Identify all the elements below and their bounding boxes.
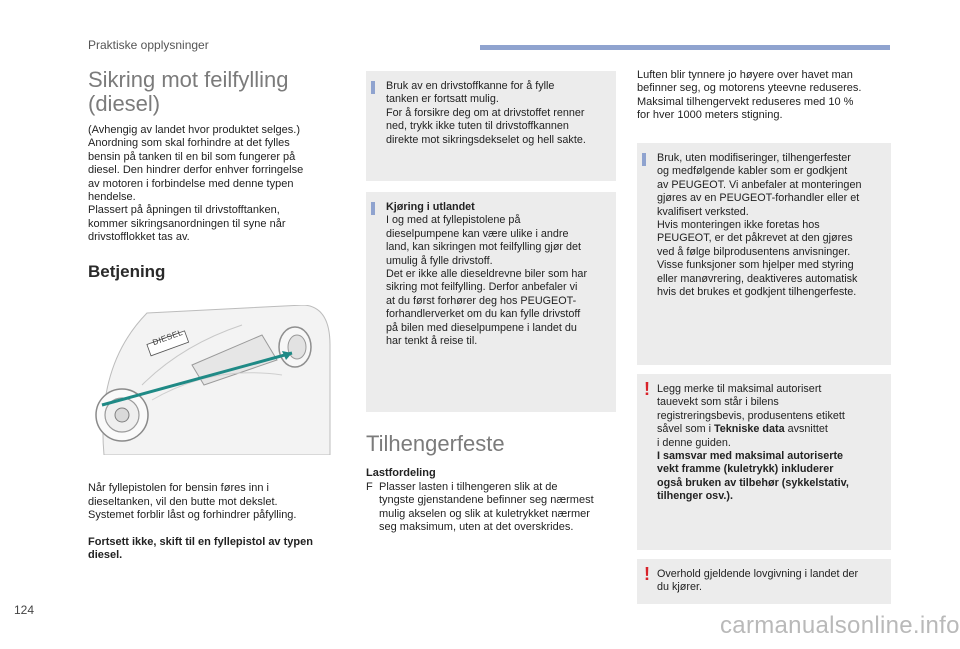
subheading-operation: Betjening bbox=[88, 262, 166, 281]
operation-warning: Fortsett ikke, skift til en fyllepistol av typen diesel. bbox=[88, 536, 313, 562]
warning-box-law bbox=[637, 559, 891, 604]
page-number: 124 bbox=[14, 603, 35, 617]
altitude-text: Luften blir tynnere jo høyere over havet man befinner seg, og motorens yteevne reduseres. Maksimal tilhengervekt reduseres med 10 % for hver 1000 meters stigning. bbox=[637, 69, 862, 122]
info-box-abroad bbox=[366, 192, 616, 412]
watermark: carmanualsonline.info bbox=[720, 612, 960, 639]
header-bar bbox=[480, 45, 890, 50]
operation-body bbox=[88, 469, 328, 563]
warning-weight-bold: I samsvar med maksimal autoriserte vekt framme (kuletrykk) inkluderer også bruken av tilbehør (sykkelstativ, tilhenger osv.). bbox=[657, 450, 849, 503]
info-abroad-text: I og med at fyllepistolene på dieselpumpene kan være ulike i andre land, kan sikringen mot feilfylling gjør det umulig å fylle drivstoff. Det er ikke alle dieseldrevne biler som har sikring mot feilfylling. Derfor anbefaler vi at du først forhører deg hos PEUGEOT- forhandlerverket om du kan fylle drivstoff på bilen med dieselpumpene i landet du har tenkt å reise til. bbox=[386, 214, 588, 348]
info-box-fuel-can bbox=[366, 71, 616, 181]
warning-weight-part-a: Legg merke til maksimal autorisert tauevekt som står i bilens registreringsbevis, produsentens etikett såvel som i bbox=[657, 383, 845, 436]
bullet-icon: F bbox=[366, 481, 373, 493]
info-marker bbox=[371, 202, 375, 215]
title-line-1: Sikring mot feilfylling bbox=[88, 67, 289, 92]
info-box-towbar bbox=[637, 143, 891, 365]
warning-weight-text bbox=[657, 383, 881, 450]
warning-box-weight bbox=[637, 374, 891, 550]
diesel-label: DIESEL bbox=[151, 327, 185, 348]
operation-text: Når fyllepistolen for bensin føres inn i dieseltanken, vil den butte mot dekslet. Systemet forblir låst og forhindrer påfylling. bbox=[88, 482, 297, 522]
info-towbar-text: Bruk, uten modifiseringer, tilhengerfester og medfølgende kabler som er godkjent av PEUGEOT. Vi anbefaler at monteringen gjøres av en PEUGEOT-forhandler eller et kvalifisert verksted. Hvis monteringen ikke foretas hos PEUGEOT, er det påkrevet at den gjøres ved å følge bilprodusentens anvisninger. Visse funksjoner som hjelper med styring eller manøvrering, deaktiveres automatisk hvis det brukes et godkjent tilhengerfeste. bbox=[657, 152, 862, 299]
fuel-filler-drawing bbox=[92, 305, 332, 455]
load-heading: Lastfordeling bbox=[366, 467, 436, 479]
load-item bbox=[366, 481, 616, 535]
info-abroad-heading: Kjøring i utlandet bbox=[386, 201, 475, 213]
load-text: Plasser lasten i tilhengeren slik at de tyngste gjenstandene befinner seg nærmest mulig akselen og slik at kuletrykket nærmer seg maksimum, uten at det overskrides. bbox=[379, 481, 594, 534]
warning-weight-part-b: avsnittet i denne guiden. bbox=[657, 423, 828, 449]
fuel-filler-illustration bbox=[92, 305, 332, 455]
technical-data-reference: Tekniske data bbox=[714, 423, 785, 436]
title-line-2: (diesel) bbox=[88, 91, 161, 116]
warning-icon: ! bbox=[644, 564, 650, 584]
section-header: Praktiske opplysninger bbox=[88, 38, 209, 52]
towbar-title: Tilhengerfeste bbox=[366, 431, 505, 456]
misfuel-intro: (Avhengig av landet hvor produktet selges.) Anordning som skal forhindre at det fylles bensin på tanken til en bil som fungerer på diesel. Den hindrer derfor enhver forringelse av motoren i forbindelse med denne typen hendelse. Plassert på åpningen til drivstofftanken, kommer sikringsanordningen til syne når drivstofflokket tas av. bbox=[88, 124, 304, 244]
info-marker bbox=[642, 153, 646, 166]
warning-icon: ! bbox=[644, 379, 650, 399]
info-fuel-can-text: Bruk av en drivstoffkanne for å fylle tanken er fortsatt mulig. For å forsikre deg om at drivstoffet renner ned, trykk ikke tuten til drivstoffkannen direkte mot sikringsdekselet og hell sakte. bbox=[386, 80, 586, 146]
title-misfuel bbox=[88, 68, 328, 116]
title-towbar bbox=[366, 432, 616, 456]
info-marker bbox=[371, 81, 375, 94]
warning-law-text: Overhold gjeldende lovgivning i landet der du kjører. bbox=[657, 568, 859, 594]
